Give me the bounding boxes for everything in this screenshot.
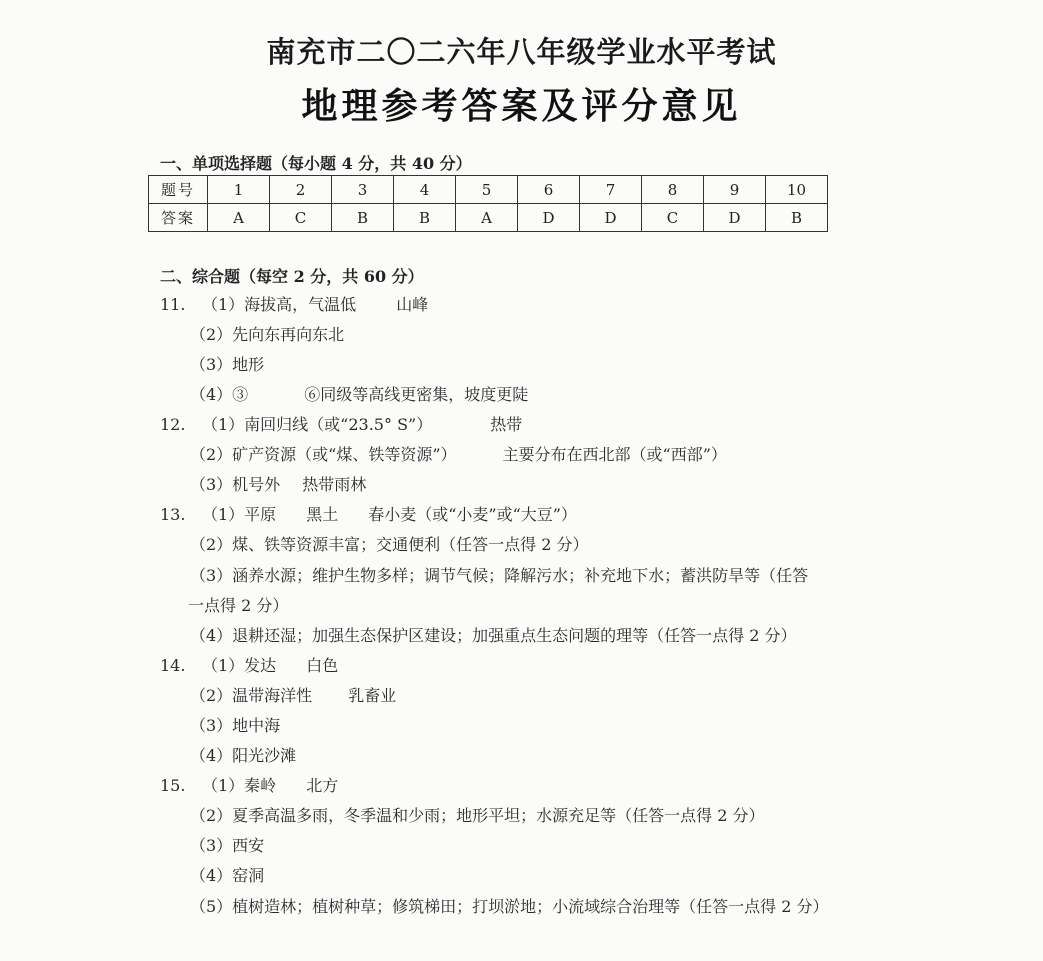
section2-heading: 二、综合题（每空 2 分，共 60 分） [160, 267, 424, 286]
answer-text: （4）③ [190, 385, 249, 404]
answer-text: 春小麦（或“小麦”或“大豆”） [368, 505, 577, 524]
question-number: 2 [270, 176, 332, 204]
answer-row-label: 答案 [149, 204, 208, 232]
answer-text: （1）秦岭 [202, 776, 277, 795]
question-number-12: 12. [160, 415, 186, 434]
answer-text: 热带 [490, 415, 523, 434]
answer-key-title: 地理参考答案及评分意见 [301, 85, 742, 127]
question-number-11: 11. [160, 295, 186, 314]
q12-part2 [190, 445, 727, 465]
answer-cell: C [270, 204, 332, 232]
answer-cell: C [642, 204, 704, 232]
answer-text: （1）发达 [202, 656, 277, 675]
q15-part5: （5）植树造林；植树种草；修筑梯田；打坝淤地；小流域综合治理等（任答一点得 2 分） [190, 897, 829, 916]
q14-part3: （3）地中海 [190, 716, 281, 735]
question-number-14: 14. [160, 656, 186, 675]
answer-text: （2）矿产资源（或“煤、铁等资源”） [190, 445, 457, 464]
answer-text: （3）机号外 [190, 475, 281, 494]
q13-part4: （4）退耕还湿；加强生态保护区建设；加强重点生态问题的理等（任答一点得 2 分） [190, 626, 797, 645]
answer-text: 山峰 [396, 295, 429, 314]
q14-part2 [190, 686, 396, 706]
exam-title: 南充市二〇二六年八年级学业水平考试 [266, 35, 777, 69]
answer-text: （2）温带海洋性 [190, 686, 313, 705]
answer-cell: D [704, 204, 766, 232]
answer-cell: D [580, 204, 642, 232]
answer-text: （1）平原 [202, 505, 277, 524]
question-number: 1 [208, 176, 270, 204]
question-number-15: 15. [160, 776, 186, 795]
answer-cell: D [518, 204, 580, 232]
section1-heading: 一、单项选择题（每小题 4 分，共 40 分） [160, 154, 472, 173]
q15-part1 [160, 776, 338, 796]
answer-cell: A [456, 204, 518, 232]
q12-part3 [190, 475, 366, 495]
answer-cell: B [332, 204, 394, 232]
answer-cell: B [394, 204, 456, 232]
q15-part3: （3）西安 [190, 836, 265, 855]
question-number-13: 13. [160, 505, 186, 524]
q14-part1 [160, 656, 338, 676]
question-number: 5 [456, 176, 518, 204]
question-row [149, 176, 828, 204]
question-number: 4 [394, 176, 456, 204]
q11-part2: （2）先向东再向东北 [190, 325, 345, 344]
answer-text: 白色 [306, 656, 339, 675]
answer-cell: A [208, 204, 270, 232]
q12-part1 [160, 415, 522, 435]
answer-table [148, 175, 828, 232]
question-number: 7 [580, 176, 642, 204]
q11-part1 [160, 295, 428, 315]
q15-part4: （4）窑洞 [190, 866, 265, 885]
question-number: 8 [642, 176, 704, 204]
question-row-label: 题号 [149, 176, 208, 204]
q11-part3: （3）地形 [190, 355, 265, 374]
answer-text: 乳畜业 [348, 686, 397, 705]
q13-part3: （3）涵养水源；维护生物多样；调节气候；降解污水；补充地下水；蓄洪防旱等（任答 [190, 566, 809, 585]
answer-cell: B [766, 204, 828, 232]
answer-text: ⑥同级等高线更密集，坡度更陡 [304, 385, 529, 404]
answer-text: 主要分布在西北部（或“西部”） [502, 445, 727, 464]
answer-text: （1）南回归线（或“23.5° S”） [202, 415, 433, 434]
question-number: 10 [766, 176, 828, 204]
answer-text: 黑土 [306, 505, 339, 524]
q15-part2: （2）夏季高温多雨，冬季温和少雨；地形平坦；水源充足等（任答一点得 2 分） [190, 806, 765, 825]
question-number: 9 [704, 176, 766, 204]
answer-text: 热带雨林 [302, 475, 367, 494]
answer-row [149, 204, 828, 232]
q13-part3-continued: 一点得 2 分） [188, 596, 289, 615]
q14-part4: （4）阳光沙滩 [190, 746, 297, 765]
q13-part1 [160, 505, 577, 525]
answer-text: 北方 [306, 776, 339, 795]
question-number: 3 [332, 176, 394, 204]
q11-part4 [190, 385, 528, 405]
q13-part2: （2）煤、铁等资源丰富；交通便利（任答一点得 2 分） [190, 535, 589, 554]
question-number: 6 [518, 176, 580, 204]
answer-text: （1）海拔高，气温低 [202, 295, 357, 314]
